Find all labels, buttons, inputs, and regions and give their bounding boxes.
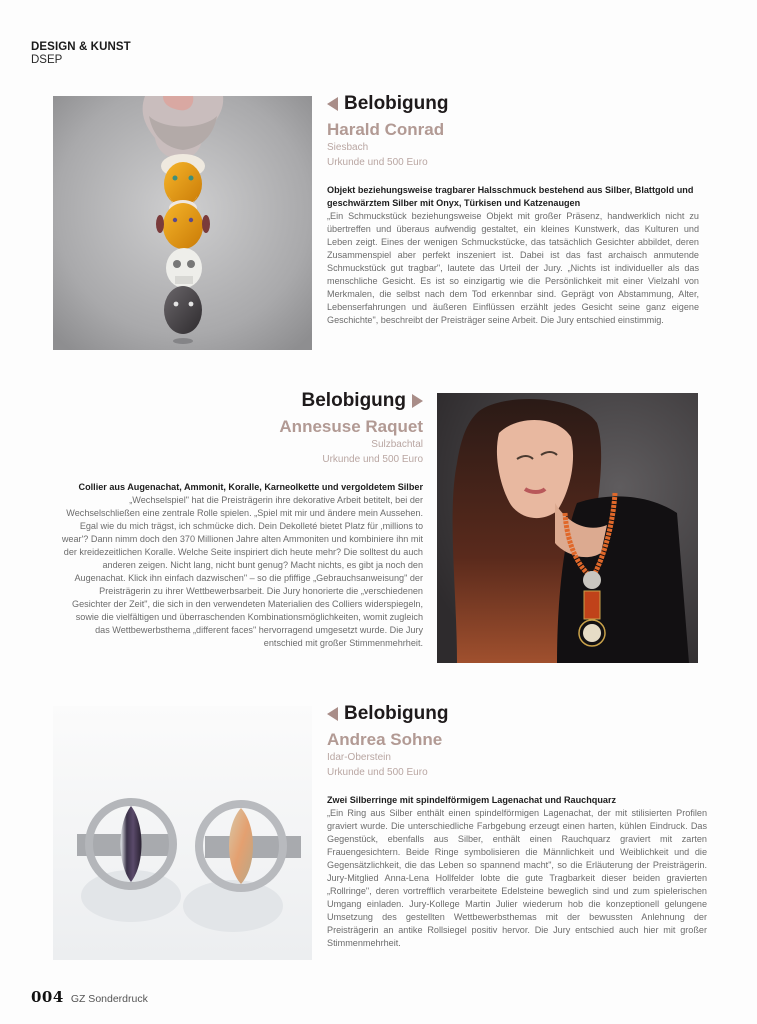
award-heading-label: Belobigung [344,703,449,724]
page-footer [31,988,148,1006]
winner-name: Andrea Sohne [327,730,443,749]
work-title: Collier aus Augenachat, Ammonit, Koralle, Karneolkette und vergoldetem Silber [78,482,423,492]
award-heading [327,93,699,115]
jury-statement: „Ein Ring aus Silber enthält einen spindelförmigen Lagenachat, der mit stilisierten Profilen graviert wurde. Die unterschiedliche Farbgebung erzeugt einen harten, kühlen Eindruck. Das Gegenstück, ebenfalls aus Silber, enthält einen Rauchquarz graviert mit zarten Frauengesichtern. Beide Ringe symbolisieren die Männlichkeit und Weiblichkeit und die Gegensätzlichkeit, die das Leben so spannend macht", so die Erläuterung der Preisträgerin. Jury-Mitglied Anna-Lena Hollfelder lobte die gute Tragbarkeit dieser beiden gravierten „Rollringe", deren vortrefflich verarbeitete Edelsteine beweglich sind und zum spielerischen Umgang einladen. Jury-Kollege Martin Julier wiederum hob die konzeptionell gelungene Umsetzung des gestellten Wettbewerbsthemas mit der bewussten Anlehnung der Preisträgerin an antike Rollsiegel positiv hervor. Die Jury entschied auch hier mit großer Stimmenmehrheit. [327,808,707,948]
page-number: 004 [31,988,64,1006]
winner-location: Sulzbachtal [371,439,423,450]
award-annesuse-raquet [60,390,423,650]
arrow-left-icon [327,707,338,721]
arrow-left-icon [327,97,338,111]
winner-location: Idar-Oberstein [327,752,391,763]
winner-prize: Urkunde und 500 Euro [327,766,428,778]
winner-name: Annesuse Raquet [279,417,423,436]
winner-name: Harald Conrad [327,120,445,139]
winner-prize: Urkunde und 500 Euro [327,156,428,168]
publication-name: GZ Sonderdruck [70,993,148,1005]
jury-statement: „Ein Schmuckstück beziehungsweise Objekt mit großer Präsenz, handwerklich nicht zu übertreffen und überaus aufwendig gestaltet, ein kleines Kunstwerk, das Kulturen und Leben zeigt. Eines der wenigen Schmuckstücke, das tatsächlich Gesichter abbildet, deren Zusammenspiel aber perfekt inszeniert ist. Dabei ist das fast archaisch anmutende Schmuckstück gut tragbar", lautete das Urteil der Jury. „Nichts ist individueller als das menschliche Gesicht. Es ist so einzigartig wie die Persönlichkeit mit einer Vielzahl von Merkmalen, die selbst nach dem Tod erkennbar sind. Geprägt von Abstammung, Alter, Lebenserfahrungen und äußeren Einflüssen erzählt jedes Gesicht seine ganz eigene Geschichte", beschreibt der Preisträger seine Arbeit. Die Jury entschied einstimmig. [327,211,699,325]
winner-prize: Urkunde und 500 Euro [322,453,423,465]
photo-harald-conrad [53,96,312,350]
jury-statement: „Wechselspiel" hat die Preisträgerin ihre dekorative Arbeit betitelt, bei der Wechselschließen eine zentrale Rolle spielen. „Spiel mit mir und ändere mein Aussehen. Egal wie du mich trägst, ich schmücke dich. Dein Dekolleté bietet Platz für ‚millions to wear'? Dann nimm doch den 370 Millionen Jahre alten Ammoniten und kombiniere ihn mit der kreidezeitlichen Koralle. Welche Seite inspiriert dich heute mehr? Die solltest du auch anderen zeigen. Nicht lang, nicht bunt genug? Macht nichts, es gibt ja noch den Augenachat. Klick ihn einfach dazwischen" – so die pfiffige „Gebrauchsanweisung" der Preisträgerin zu ihrer Wettbewerbsarbeit. Die Jury honorierte die „verschiedenen Gesichter der Zeit", die sich in den verwendeten Materialien des Colliers widerspiegeln, sowie die vielfältigen und überraschenden Kombinationsmöglichkeiten, womit zugleich das Wettbewerbsthema „different faces" hervorragend umgesetzt wurde. Die Jury entschied mit großer Stimmenmehrheit. [61,495,423,648]
section-subcategory: DSEP [31,54,63,66]
award-heading-label: Belobigung [301,390,406,411]
work-title: Objekt beziehungsweise tragbarer Halsschmuck bestehend aus Silber, Blattgold und geschwärztem Silber mit Onyx, Türkisen und Katzenaugen [327,185,694,208]
award-heading [327,703,707,725]
winner-location: Siesbach [327,142,369,153]
section-category: DESIGN & KUNST [31,41,131,53]
photo-andrea-sohne [53,706,312,960]
rings-image [53,706,312,960]
arrow-right-icon [412,394,423,408]
award-heading-label: Belobigung [344,93,449,114]
model-necklace-image [437,393,698,663]
award-heading [60,390,423,412]
work-title: Zwei Silberringe mit spindelförmigem Lagenachat und Rauchquarz [327,795,617,805]
section-header [31,41,131,67]
award-harald-conrad [327,93,699,327]
photo-annesuse-raquet [437,393,698,663]
necklace-image [53,96,312,350]
award-andrea-sohne [327,703,707,950]
